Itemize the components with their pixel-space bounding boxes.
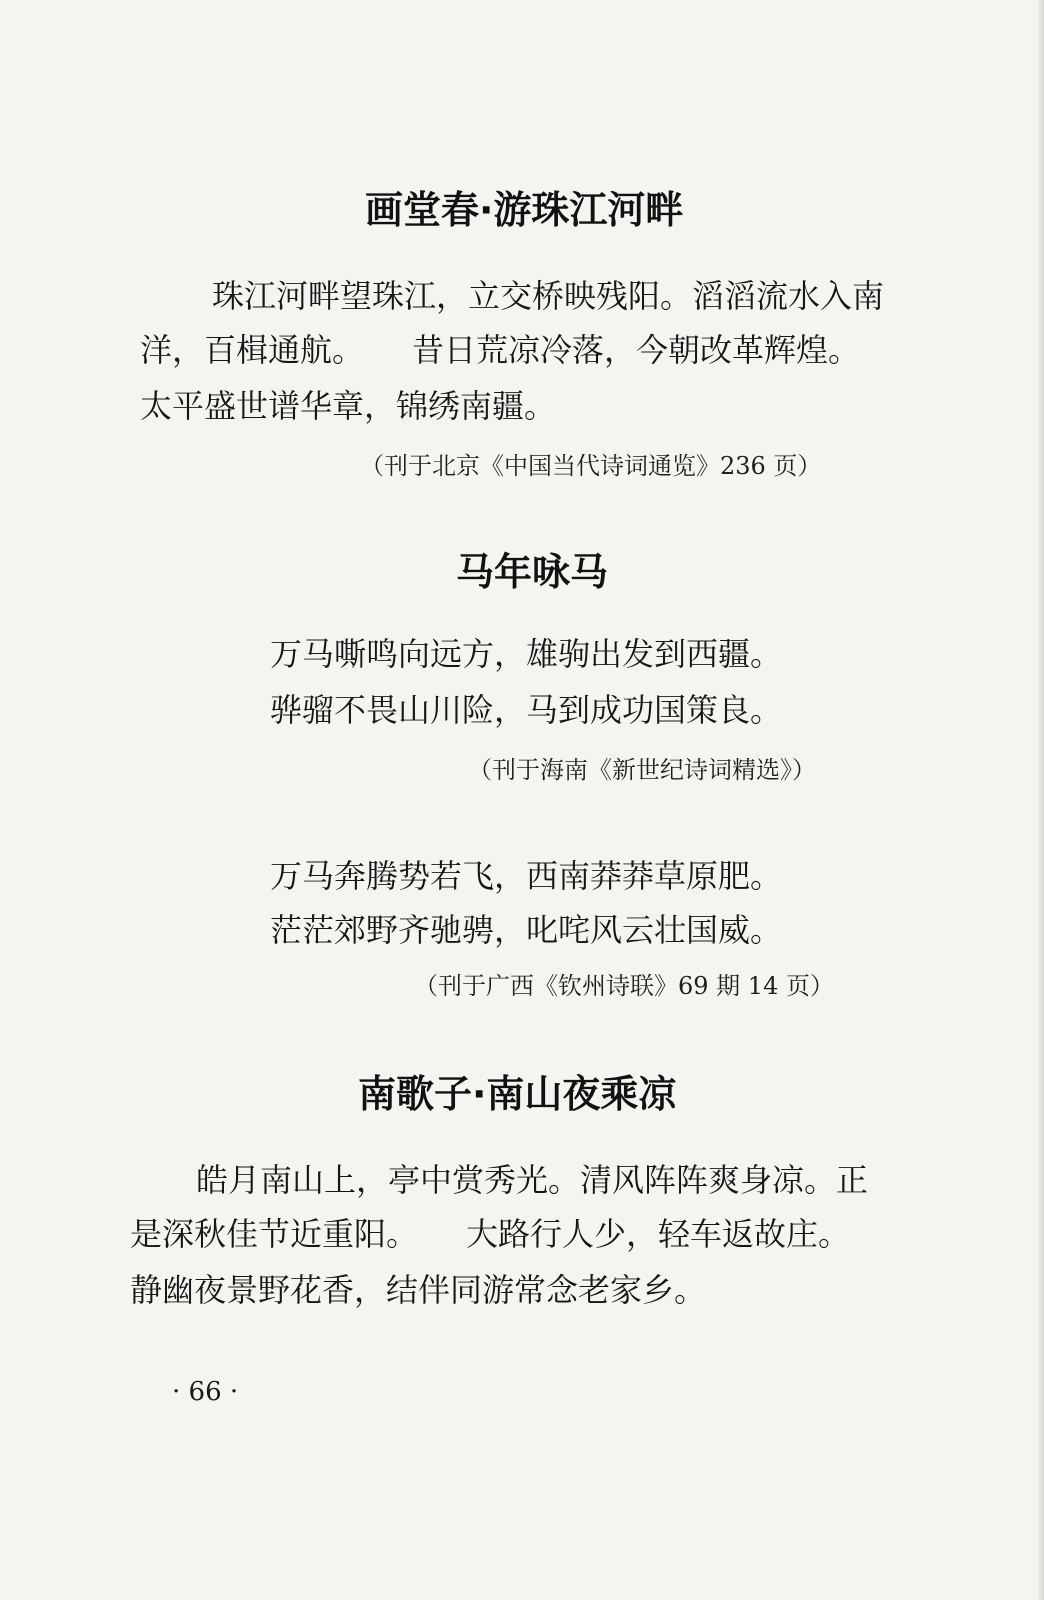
page-number: · 66 · <box>172 1377 239 1407</box>
poem-line: 皓月南山上，亭中赏秀光。清风阵阵爽身凉。正 <box>196 1161 869 1199</box>
poem-line: 茫茫郊野齐驰骋，叱咤风云壮国威。 <box>270 911 783 949</box>
poem-line: 珠江河畔望珠江，立交桥映残阳。滔滔流水入南 <box>212 277 885 315</box>
poem-line: 万马奔腾势若飞，西南莽莽草原肥。 <box>270 857 783 895</box>
page-edge-shadow <box>1038 0 1044 1600</box>
poem-line: 静幽夜景野花香，结伴同游常念老家乡。 <box>130 1271 707 1309</box>
poem-line: 太平盛世谱华章，锦绣南疆。 <box>140 387 557 425</box>
poem-title-nangezi: 南歌子·南山夜乘凉 <box>358 1072 677 1116</box>
publication-source: （刊于海南《新世纪诗词精选》） <box>468 756 816 784</box>
publication-source: （刊于北京《中国当代诗词通览》236 页） <box>360 452 822 480</box>
poem-title-huatangchun: 画堂春·游珠江河畔 <box>365 188 684 232</box>
publication-source: （刊于广西《钦州诗联》69 期 14 页） <box>414 972 834 1000</box>
poem-line: 是深秋佳节近重阳。 大路行人少，轻车返故庄。 <box>130 1215 851 1253</box>
poem-line: 骅骝不畏山川险，马到成功国策良。 <box>270 691 783 729</box>
poem-line: 洋，百楫通航。 昔日荒凉冷落，今朝改革辉煌。 <box>140 331 861 369</box>
poem-line: 万马嘶鸣向远方，雄驹出发到西疆。 <box>270 635 783 673</box>
poem-title-manian-yongma: 马年咏马 <box>456 550 609 594</box>
